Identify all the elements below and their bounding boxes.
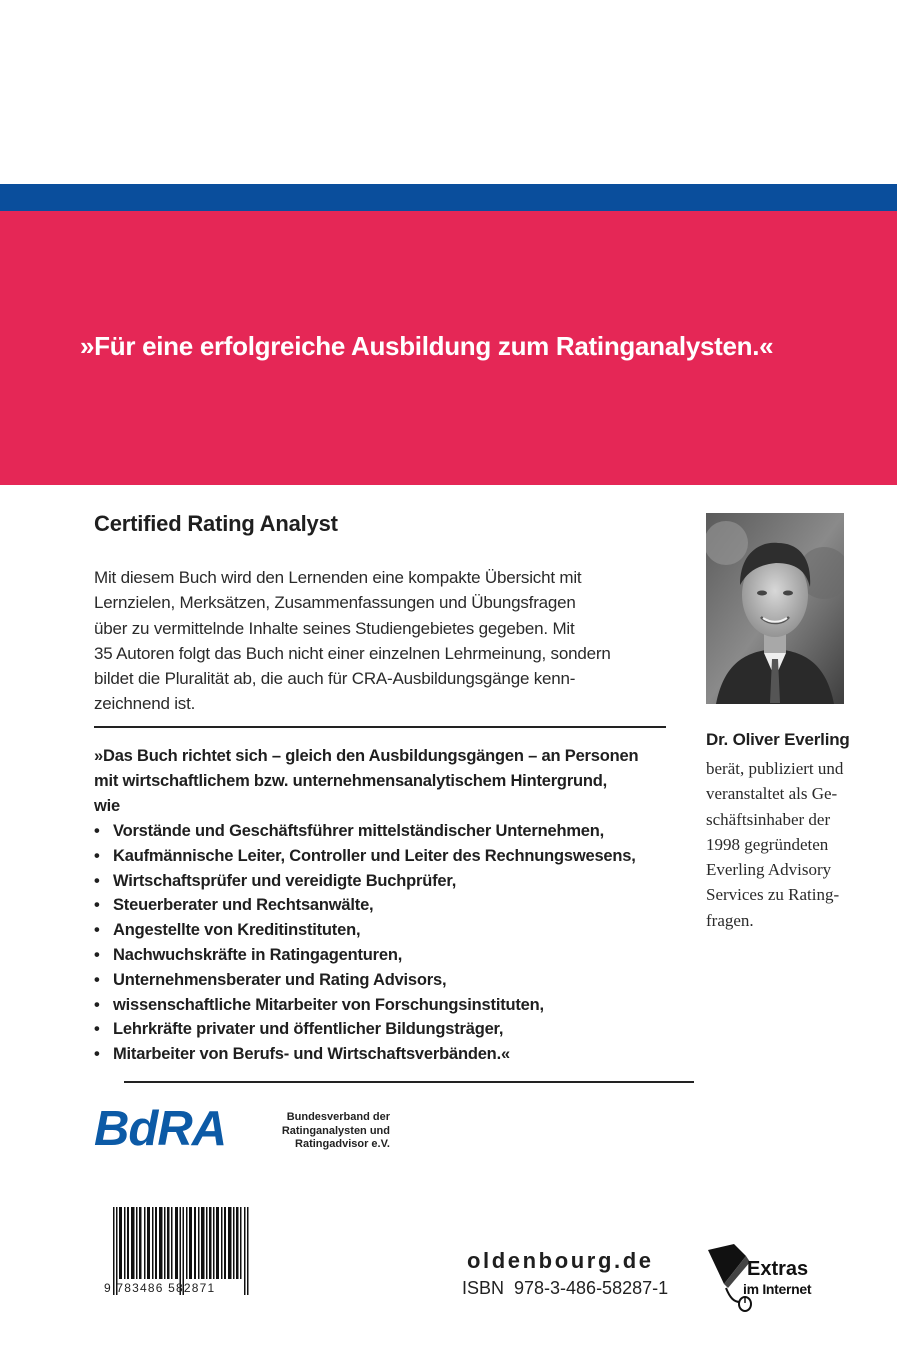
book-title: Certified Rating Analyst bbox=[94, 511, 338, 536]
bullet-icon: • bbox=[94, 921, 100, 940]
intro-line: 35 Autoren folgt das Buch nicht einer einzelnen Lehrmeinung, sondern bbox=[94, 643, 611, 663]
isbn-label: ISBN bbox=[462, 1278, 505, 1298]
author-bio bbox=[706, 756, 843, 933]
list-item bbox=[94, 943, 694, 968]
intro-line: bildet die Pluralität ab, die auch für CRA-Ausbildungsgänge kenn- bbox=[94, 669, 576, 689]
isbn-number: 978-3-486-58287-1 bbox=[514, 1278, 669, 1298]
list-item-text: Vorstände und Geschäftsführer mittelständischer Unternehmen, bbox=[113, 822, 605, 840]
list-item-text: Wirtschaftsprüfer und vereidigte Buchprüfer, bbox=[113, 871, 457, 890]
extras-title: Extras bbox=[747, 1258, 809, 1280]
author-portrait bbox=[706, 513, 844, 704]
bdra-name-line: Ratinganalysten und bbox=[281, 1124, 390, 1137]
bullet-icon: • bbox=[94, 846, 100, 865]
list-item-text: Nachwuchskräfte in Ratingagenturen, bbox=[113, 945, 403, 964]
divider-top bbox=[94, 726, 666, 728]
list-item-text: Mitarbeiter von Berufs- und Wirtschaftsverbänden.« bbox=[113, 1045, 510, 1064]
bullet-icon: • bbox=[94, 970, 100, 989]
bdra-logo: BdRA bbox=[94, 1102, 227, 1156]
bullet-icon: • bbox=[94, 871, 100, 890]
divider-bottom bbox=[124, 1081, 694, 1083]
author-bio-line: veranstaltet als Ge- bbox=[706, 784, 838, 804]
intro-line: zeichnend ist. bbox=[94, 694, 196, 714]
list-item bbox=[94, 869, 694, 894]
list-item bbox=[94, 968, 694, 993]
bullet-icon: • bbox=[94, 1045, 100, 1064]
quote-line: mit wirtschaftlichem bzw. unternehmensanalytischem Hintergrund, bbox=[94, 771, 608, 790]
intro-line: Mit diesem Buch wird den Lernenden eine kompakte Übersicht mit bbox=[94, 568, 582, 587]
list-item-text: Steuerberater und Rechtsanwälte, bbox=[113, 896, 374, 915]
bdra-name-line: Ratingadvisor e.V. bbox=[295, 1138, 390, 1150]
barcode-digits: 9 783486 582871 bbox=[104, 1281, 216, 1295]
list-item bbox=[94, 893, 694, 918]
author-bio-line: 1998 gegründeten bbox=[706, 834, 829, 854]
list-item bbox=[94, 1017, 694, 1042]
intro-line: über zu vermittelnde Inhalte seines Studiengebietes gegeben. Mit bbox=[94, 618, 575, 638]
list-item-text: wissenschaftliche Mitarbeiter von Forschungsinstituten, bbox=[113, 995, 544, 1014]
list-item-text: Lehrkräfte privater und öffentlicher Bildungsträger, bbox=[113, 1020, 504, 1039]
tagline: »Für eine erfolgreiche Ausbildung zum Ratinganalysten.« bbox=[80, 331, 774, 361]
intro-paragraph bbox=[94, 565, 684, 717]
author-bio-line: fragen. bbox=[706, 910, 754, 930]
author-bio-line: Services zu Rating- bbox=[706, 885, 840, 905]
quote-line: »Das Buch richtet sich – gleich den Ausbildungsgängen – an Personen bbox=[94, 747, 639, 765]
author-bio-line: Everling Advisory bbox=[706, 860, 832, 880]
audience-intro-quote bbox=[94, 744, 694, 818]
bdra-organization-name bbox=[244, 1111, 390, 1152]
list-item bbox=[94, 993, 694, 1018]
bullet-icon: • bbox=[94, 896, 100, 915]
list-item-text: Angestellte von Kreditinstituten, bbox=[113, 921, 361, 940]
intro-line: Lernzielen, Merksätzen, Zusammenfassungen und Übungsfragen bbox=[94, 593, 576, 613]
bullet-icon: • bbox=[94, 995, 100, 1014]
bullet-icon: • bbox=[94, 945, 100, 964]
list-item bbox=[94, 1042, 694, 1067]
author-name: Dr. Oliver Everling bbox=[706, 730, 850, 749]
list-item bbox=[94, 918, 694, 943]
author-bio-line: berät, publiziert und bbox=[706, 759, 844, 778]
list-item bbox=[94, 819, 694, 844]
author-bio-line: schäftsinhaber der bbox=[706, 809, 831, 829]
top-blue-band bbox=[0, 184, 897, 211]
bullet-icon: • bbox=[94, 822, 100, 840]
extras-subtitle: im Internet bbox=[743, 1281, 812, 1297]
list-item-text: Unternehmensberater und Rating Advisors, bbox=[113, 970, 447, 989]
publisher-url[interactable]: oldenbourg.de bbox=[467, 1248, 654, 1273]
list-item-text: Kaufmännische Leiter, Controller und Leiter des Rechnungswesens, bbox=[113, 846, 636, 865]
list-item bbox=[94, 844, 694, 869]
audience-list bbox=[94, 819, 694, 1067]
bullet-icon: • bbox=[94, 1020, 100, 1039]
bdra-name-line: Bundesverband der bbox=[286, 1111, 390, 1123]
quote-line: wie bbox=[94, 796, 120, 815]
